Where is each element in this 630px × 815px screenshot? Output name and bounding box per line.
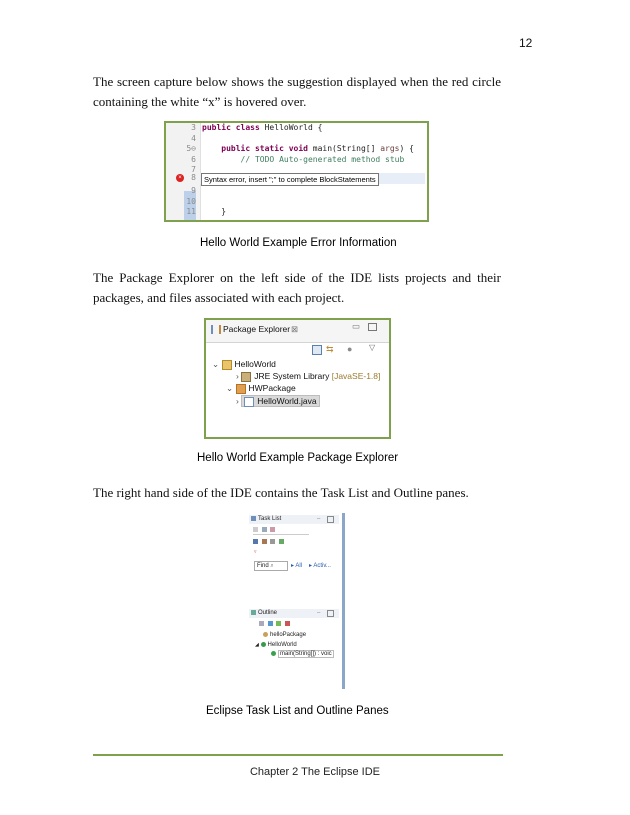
task-list-icon [251, 516, 256, 521]
figure1-caption: Hello World Example Error Information [200, 237, 397, 249]
code-line-5: public static void main(String[] args) { [221, 144, 414, 153]
package-icon [236, 384, 246, 394]
categorize-icon[interactable] [270, 527, 275, 532]
paragraph-error-hover: The screen capture below shows the suggestion displayed when the red circle containing the white “x” is hovered over. [93, 74, 501, 109]
paragraph-task-list: The right hand side of the IDE contains the Task List and Outline panes. [93, 485, 469, 500]
line-number: 4 [191, 133, 196, 143]
package-explorer-icon [211, 325, 221, 334]
filter-active-link[interactable]: ▸ Activ... [309, 563, 331, 569]
line-number: 11 [186, 207, 196, 216]
method-icon [271, 651, 276, 656]
close-icon[interactable]: ⊠ [291, 324, 299, 334]
code-line-6: // TODO Auto-generated method stub [240, 154, 405, 164]
task-list-tab[interactable]: Task List [258, 516, 282, 522]
package-explorer-tab[interactable]: Package Explorer [223, 324, 291, 334]
minimize-icon[interactable]: ▭ [352, 321, 361, 331]
new-task-icon[interactable] [253, 527, 258, 532]
sync-icon[interactable] [262, 539, 267, 544]
outline-icon [251, 610, 256, 615]
line-number: 3 [191, 123, 196, 132]
focus-icon[interactable]: ● [347, 344, 353, 354]
outline-toolbar [259, 621, 292, 627]
maximize-icon[interactable] [368, 323, 377, 331]
chevron-right-icon: › [236, 371, 239, 381]
filter-all-link[interactable]: ▸ All [291, 563, 303, 569]
maximize-icon[interactable] [327, 610, 334, 617]
expanded-icon: ◢ [255, 642, 259, 648]
code-line-11: } [221, 207, 227, 216]
chevron-right-icon: › [236, 396, 239, 406]
chapter-footer: Chapter 2 The Eclipse IDE [249, 766, 381, 778]
tree-item-package[interactable]: ⌄ HWPackage [226, 383, 296, 393]
hide-fields-icon[interactable] [268, 621, 273, 626]
outline-item-package[interactable]: helloPackage [263, 631, 306, 639]
line-number: 7 [191, 165, 196, 174]
task-toolbar [253, 527, 309, 535]
task-toolbar-row2 [253, 539, 286, 545]
selected-file: HelloWorld.java [241, 395, 319, 407]
package-explorer-tab-bar [206, 320, 389, 343]
outline-item-method[interactable]: main(String[]) : voic [271, 650, 334, 659]
line-number: 10 [186, 196, 196, 206]
line-number: 9 [191, 186, 196, 195]
code-line-3: public class HelloWorld { [202, 123, 323, 132]
tree-item-jre-library[interactable]: › JRE System Library [JavaSE-1.8] [236, 371, 381, 381]
editor-screenshot [164, 121, 429, 222]
package-explorer-screenshot [204, 318, 391, 439]
link-editor-icon[interactable]: ⇆ [326, 344, 334, 354]
figure2-caption: Hello World Example Package Explorer [197, 452, 399, 464]
minimize-icon[interactable]: – [317, 516, 321, 522]
view-menu-icon[interactable]: ▽ [369, 343, 376, 352]
maximize-icon[interactable] [327, 516, 334, 523]
outline-header [249, 609, 339, 618]
activate-icon[interactable] [279, 539, 284, 544]
page-number: 12 [519, 36, 533, 50]
java-file-icon [244, 397, 254, 407]
chevron-down-icon: ▿ [254, 549, 257, 555]
library-icon [241, 372, 251, 382]
tree-item-java-file[interactable] [236, 395, 320, 407]
hide-static-icon[interactable] [276, 621, 281, 626]
line-number: 5⊖ [186, 144, 196, 153]
filter-icon[interactable] [262, 527, 267, 532]
line-number: 8 [191, 173, 196, 182]
chevron-down-icon: ⌄ [226, 383, 234, 393]
footer-divider [93, 754, 503, 756]
project-folder-icon [222, 360, 232, 370]
line-number: 6 [191, 154, 196, 164]
tree-item-project[interactable]: ⌄ HelloWorld [212, 359, 276, 369]
package-icon [263, 632, 268, 637]
collapse-all-icon[interactable] [312, 345, 322, 355]
task-outline-screenshot [249, 513, 345, 689]
figure3-caption: Eclipse Task List and Outline Panes [206, 705, 389, 717]
collapse-icon[interactable] [253, 539, 258, 544]
find-input[interactable]: Find ⌕ [254, 561, 288, 571]
outline-tab[interactable]: Outline [258, 610, 278, 616]
task-list-header [249, 515, 339, 524]
minimize-icon[interactable]: – [317, 610, 321, 616]
class-icon [261, 642, 266, 647]
chevron-down-icon: ⌄ [212, 359, 220, 369]
settings-icon[interactable] [270, 539, 275, 544]
sort-icon[interactable] [259, 621, 264, 626]
search-icon: ⌕ [270, 563, 274, 569]
outline-item-class[interactable]: ◢ HelloWorld [255, 642, 297, 648]
paragraph-package-explorer: The Package Explorer on the left side of the IDE lists projects and their packages, and files associated with each project. [93, 270, 501, 305]
error-x-icon[interactable]: × [176, 174, 184, 182]
hide-nonpublic-icon[interactable] [285, 621, 290, 626]
error-tooltip: Syntax error, insert ";" to complete BlockStatements [201, 173, 379, 186]
